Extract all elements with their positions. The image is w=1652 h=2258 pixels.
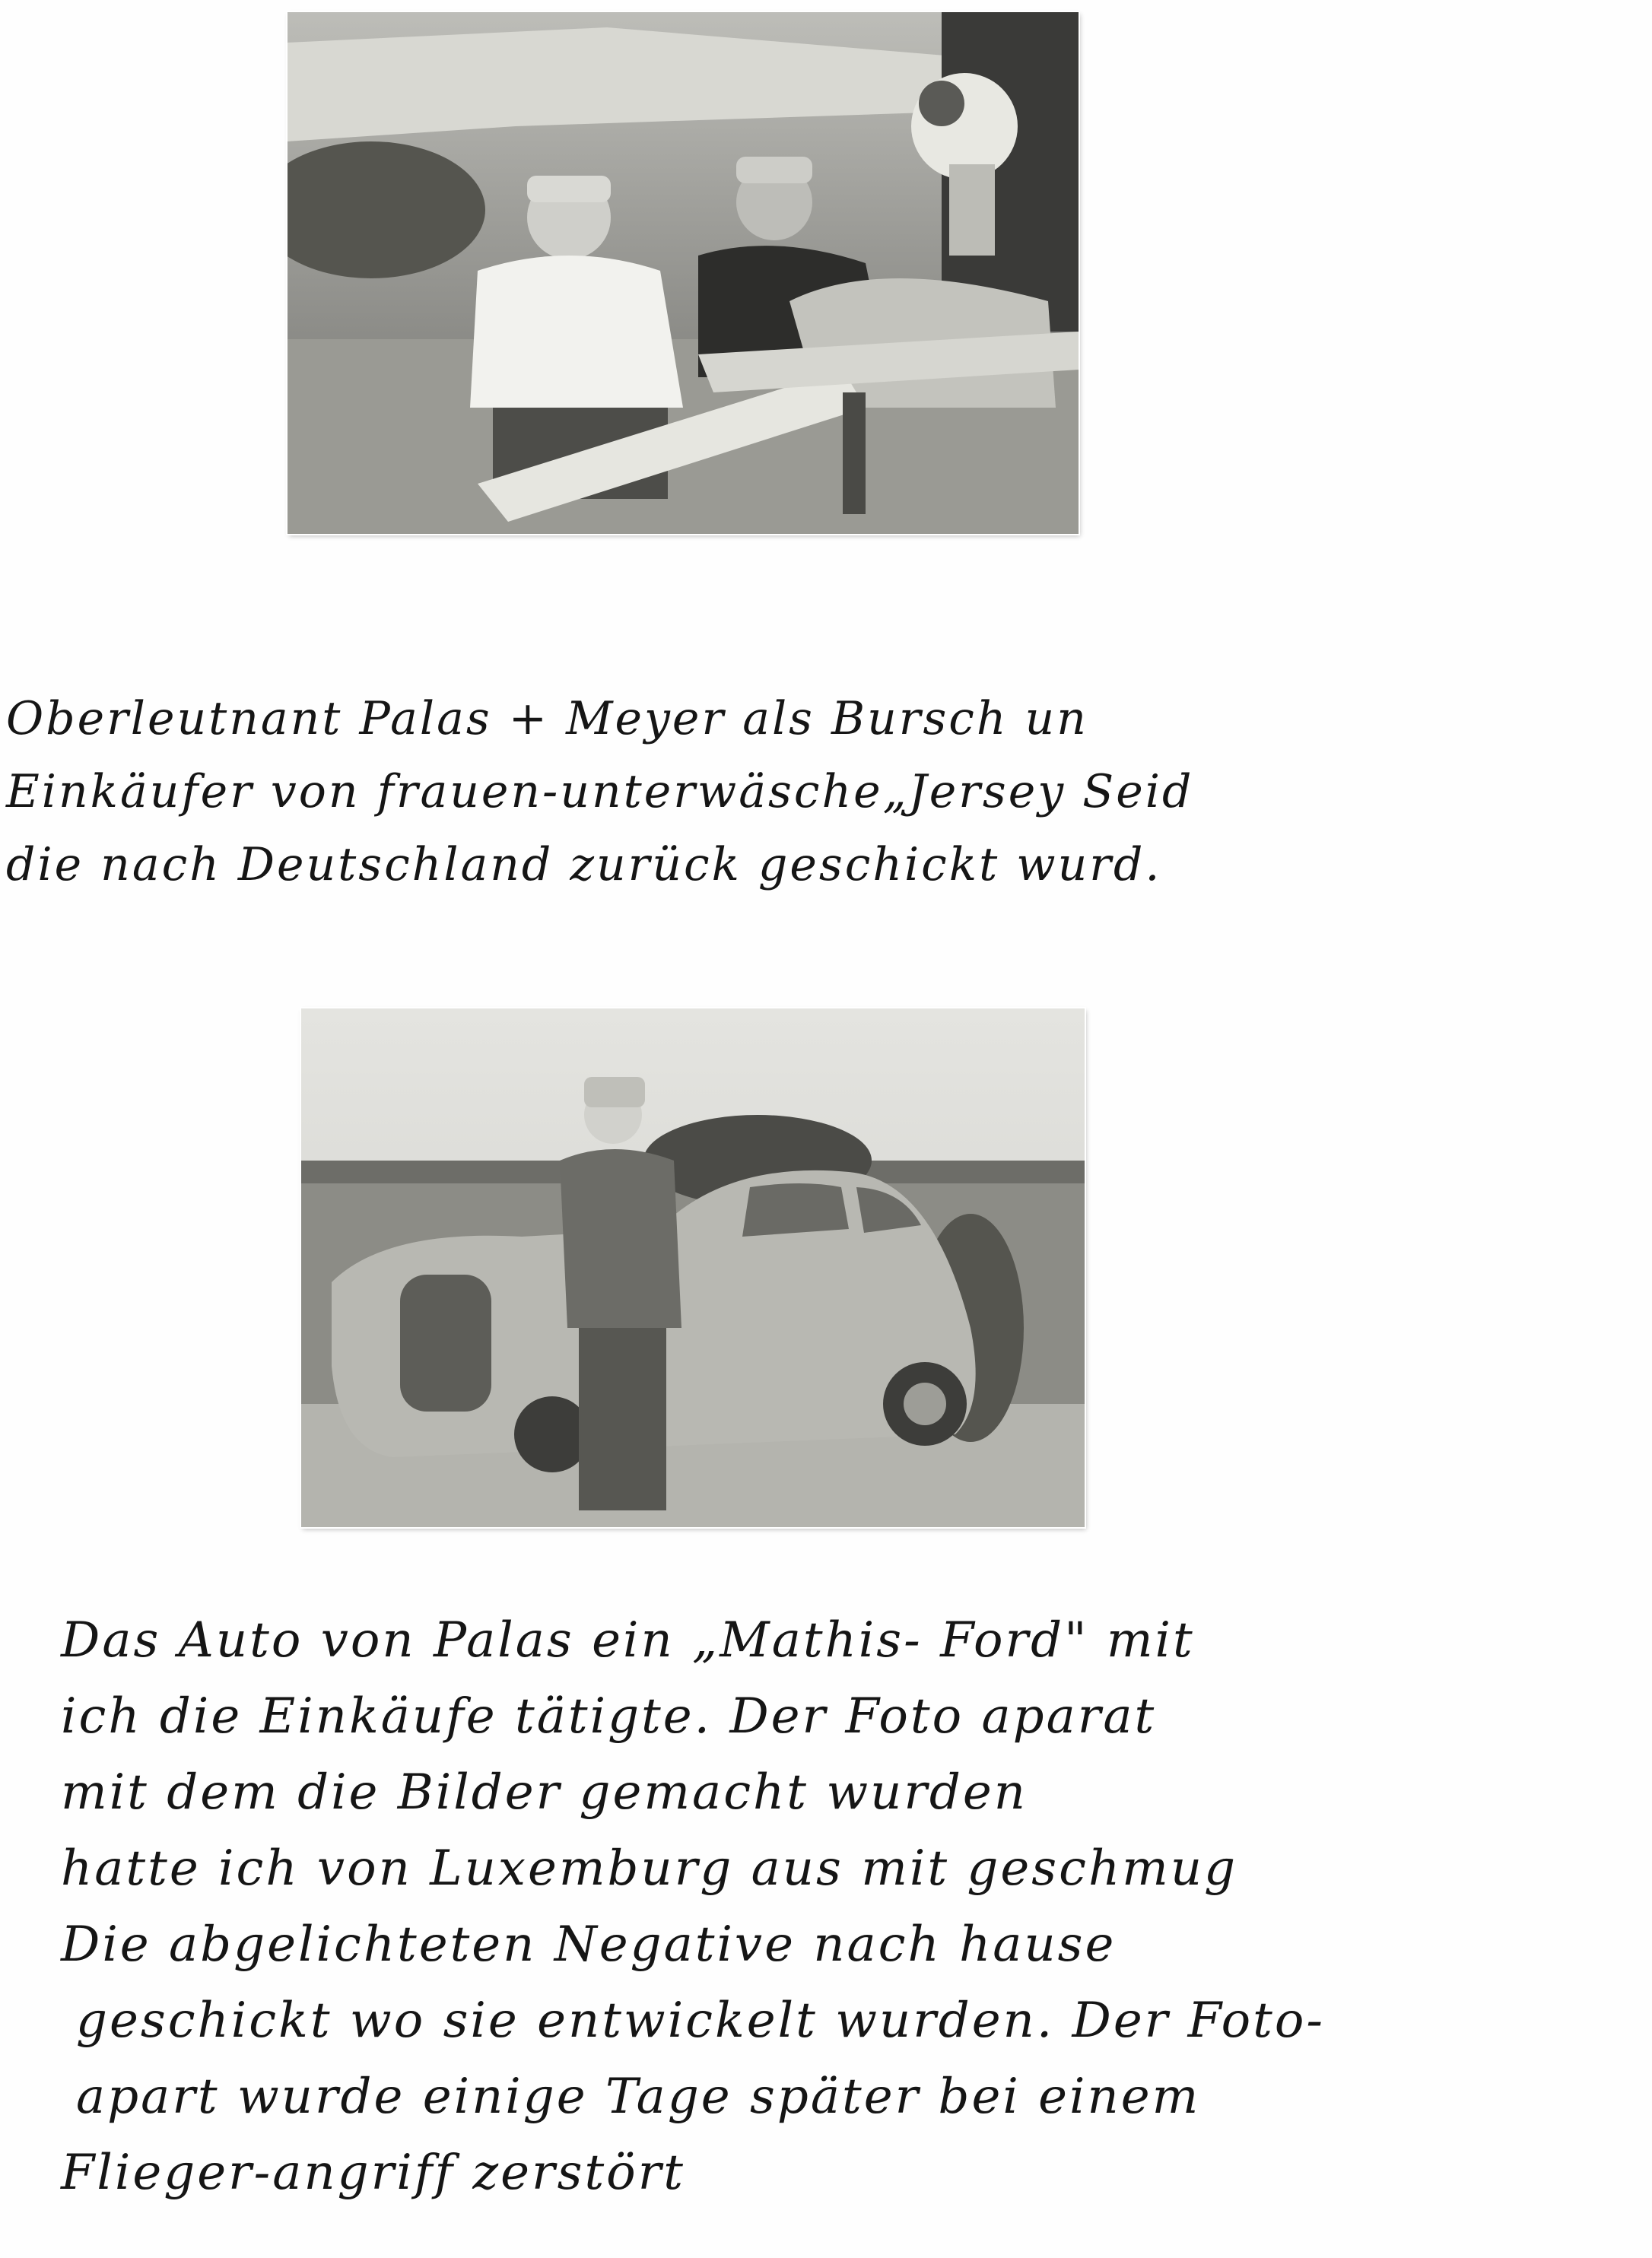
caption-line: geschickt wo sie entwickelt wurden. Der Foto- (76, 1993, 1325, 2049)
caption-line: Flieger-angriff zerstört (61, 2145, 685, 2201)
caption-line: Das Auto von Palas ein „Mathis- Ford" mit (61, 1612, 1195, 1669)
caption-line: Einkäufer von frauen-unterwäsche„Jersey Seid (6, 765, 1194, 818)
caption-line: ich die Einkäufe tätigte. Der Foto aparat (61, 1688, 1157, 1745)
caption-line: hatte ich von Luxemburg aus mit geschmug (61, 1840, 1238, 1897)
photo-soldier-with-car-image (301, 1008, 1085, 1527)
photo-soldiers-at-table-image (288, 12, 1079, 534)
caption-line: Oberleutnant Palas + Meyer als Bursch un (6, 692, 1088, 745)
caption-line: Die abgelichteten Negative nach hause (61, 1917, 1117, 1973)
caption-line: die nach Deutschland zurück geschickt wurd. (6, 838, 1162, 891)
caption-line: mit dem die Bilder gemacht wurden (61, 1764, 1028, 1821)
photo-soldiers-at-table (288, 12, 1079, 534)
caption-line: apart wurde einige Tage später bei einem (76, 2069, 1201, 2125)
photo-soldier-with-car (301, 1008, 1085, 1527)
